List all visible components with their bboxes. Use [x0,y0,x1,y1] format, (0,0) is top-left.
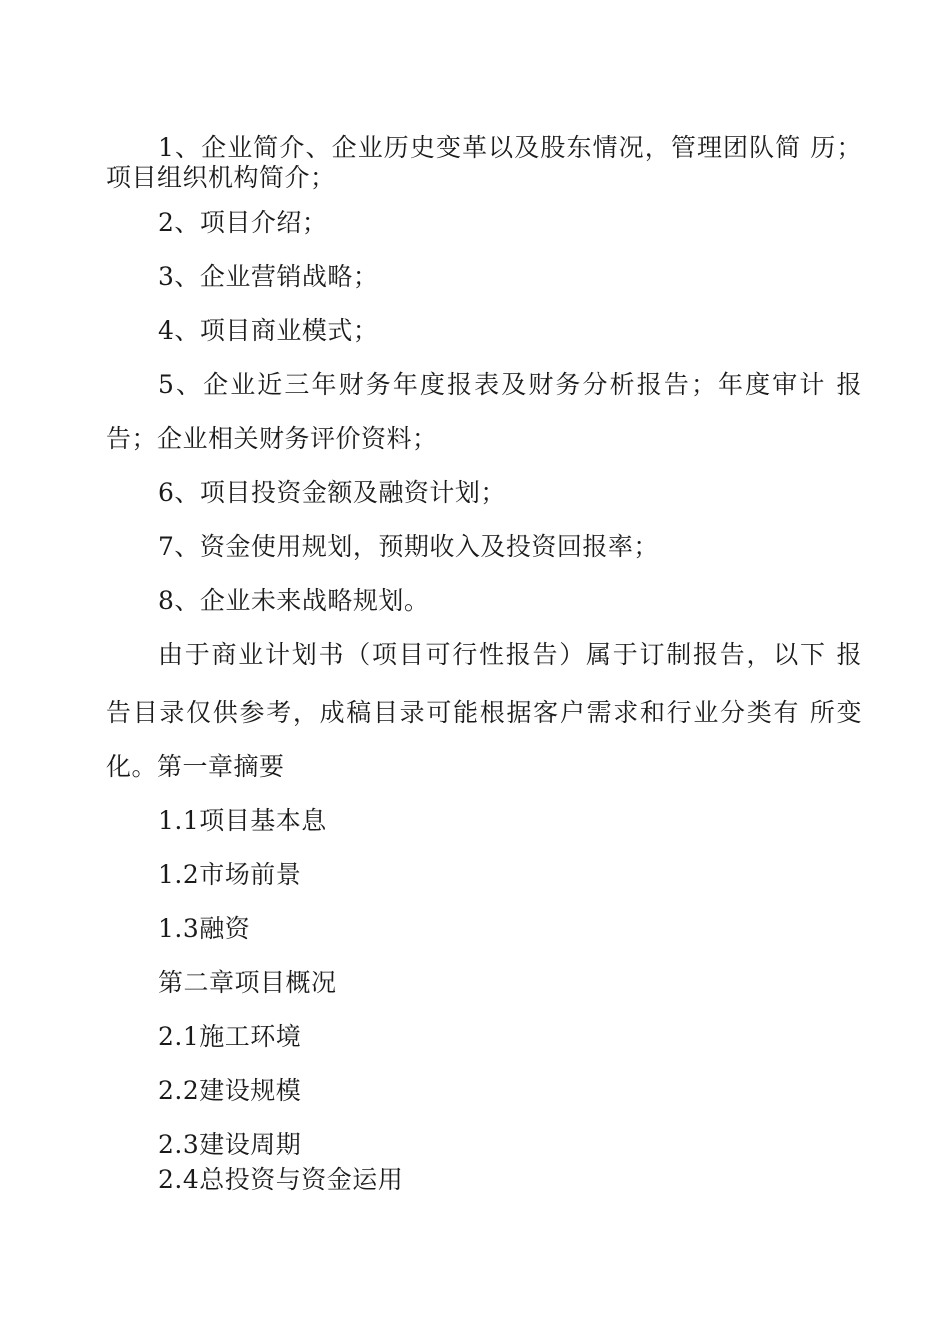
paragraph-line: 1、企业简介、企业历史变革以及股东情况，管理团队简 历； [158,133,862,162]
paragraph-line: 告目录仅供参考，成稿目录可能根据客户需求和行业分类有 所变 [106,698,862,727]
paragraph-line: 5、企业近三年财务年度报表及财务分析报告；年度审计 报 [158,370,862,399]
toc-chapter: 第二章项目概况 [158,968,337,997]
toc-item: 2.4总投资与资金运用 [158,1165,404,1194]
list-item: 4、项目商业模式； [158,316,379,345]
list-item: 7、资金使用规划，预期收入及投资回报率； [158,532,659,561]
paragraph-line: 由于商业计划书（项目可行性报告）属于订制报告，以下 报 [158,640,862,669]
toc-item: 2.1施工环境 [158,1022,302,1051]
toc-item: 1.1项目基本息 [158,806,327,835]
toc-item: 2.2建设规模 [158,1076,302,1105]
toc-item: 2.3建设周期 [158,1130,302,1159]
list-item: 3、企业营销战略； [158,262,379,291]
list-item: 8、企业未来战略规划。 [158,586,430,615]
paragraph-line: 告；企业相关财务评价资料； [106,424,438,453]
paragraph-line: 项目组织机构简介； [106,163,336,192]
list-item: 2、项目介绍； [158,208,328,237]
toc-item: 1.3融资 [158,914,251,943]
toc-item: 1.2市场前景 [158,860,302,889]
paragraph-line: 化。第一章摘要 [106,752,285,781]
list-item: 6、项目投资金额及融资计划； [158,478,506,507]
